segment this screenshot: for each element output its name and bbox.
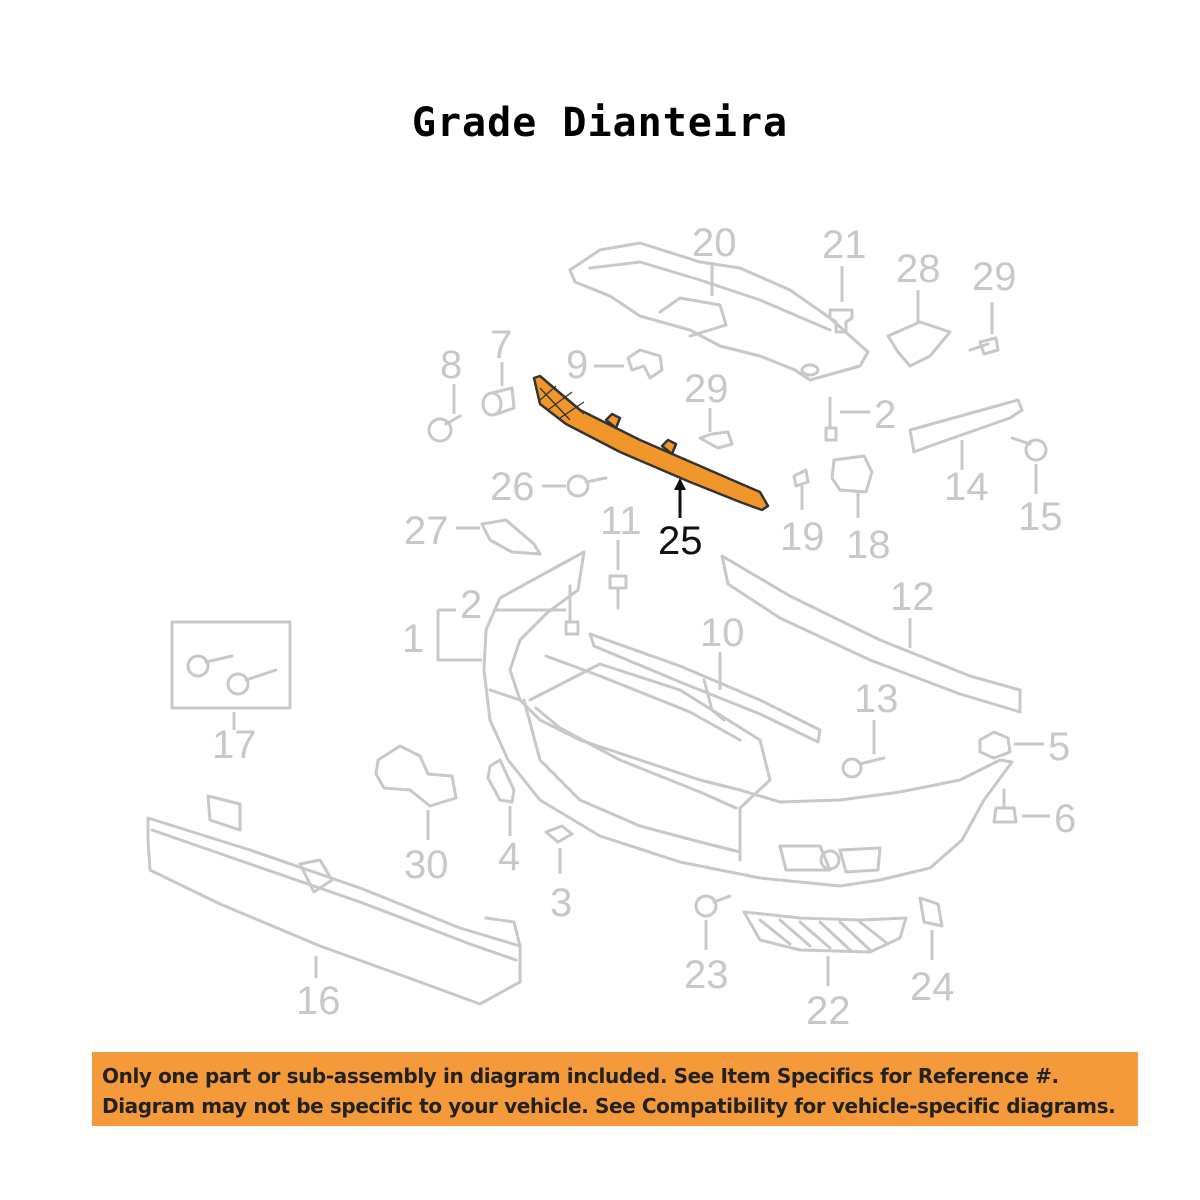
part-4-cover <box>488 760 514 802</box>
part-15-screw <box>1012 438 1046 460</box>
callout-30: 30 <box>404 843 449 887</box>
callout-1: 1 <box>402 617 425 661</box>
part-26-bolt <box>568 476 606 496</box>
callout-22: 22 <box>806 989 851 1033</box>
notice-line-1: Only one part or sub-assembly in diagram included. See Item Specifics for Reference #. <box>102 1064 1059 1088</box>
callout-5: 5 <box>1048 725 1071 769</box>
callout-14: 14 <box>944 465 989 509</box>
callout-4: 4 <box>498 835 521 879</box>
diagram-title: Grade Dianteira <box>411 100 789 146</box>
bracket-1-2 <box>438 586 578 660</box>
callout-15: 15 <box>1018 495 1063 539</box>
callout-29a: 29 <box>972 255 1017 299</box>
part-18-bracket <box>832 456 872 492</box>
callout-17: 17 <box>212 723 257 767</box>
part-23-screw <box>696 896 730 916</box>
callout-25: 25 <box>658 519 703 563</box>
part-30-bracket <box>376 746 456 806</box>
part-5-clip <box>980 732 1010 758</box>
callout-8: 8 <box>440 343 463 387</box>
callout-6: 6 <box>1054 797 1077 841</box>
notice-banner <box>92 1052 1138 1126</box>
part-6-screw <box>994 790 1016 822</box>
callout-28: 28 <box>896 247 941 291</box>
callout-13: 13 <box>854 677 899 721</box>
callout-7: 7 <box>490 323 513 367</box>
part-8-bolt <box>429 416 460 441</box>
part-19-pin <box>794 470 808 486</box>
part-17-bolt-set <box>172 622 290 708</box>
part-7-grommet <box>483 388 514 415</box>
part-29-screw-a <box>970 338 998 354</box>
callout-10: 10 <box>700 611 745 655</box>
part-24-clip <box>920 898 942 926</box>
callout-3: 3 <box>550 881 573 925</box>
part-29-screw-b <box>700 432 732 448</box>
callout-20: 20 <box>692 221 737 265</box>
callout-11: 11 <box>600 499 642 543</box>
part-27-emblem <box>482 520 540 554</box>
callout-27: 27 <box>404 509 449 553</box>
callout-18: 18 <box>846 523 891 567</box>
part-2-pin-a <box>826 398 836 440</box>
part-14-retainer <box>910 400 1022 452</box>
part-22-fog-grille <box>744 912 906 952</box>
callout-2b: 2 <box>460 583 483 627</box>
part-11-bolt <box>610 576 626 608</box>
callout-23: 23 <box>684 953 729 997</box>
notice-line-2: Diagram may not be specific to your vehicle. See Compatibility for vehicle-specific diagrams. <box>102 1094 1116 1118</box>
callout-26: 26 <box>490 465 535 509</box>
callout-21: 21 <box>822 223 867 267</box>
callout-9: 9 <box>566 343 589 387</box>
part-13-screw <box>843 758 884 777</box>
callout-2a: 2 <box>874 393 897 437</box>
part-9-clip <box>628 350 662 378</box>
callout-19: 19 <box>780 515 825 559</box>
part-28-bracket <box>888 322 950 366</box>
part-16-lower-reinforcement <box>148 796 520 1004</box>
callout-29b: 29 <box>684 367 729 411</box>
part-3-nut <box>546 826 572 842</box>
callout-16: 16 <box>296 979 341 1023</box>
callout-12: 12 <box>890 575 935 619</box>
callout-24: 24 <box>910 965 955 1009</box>
